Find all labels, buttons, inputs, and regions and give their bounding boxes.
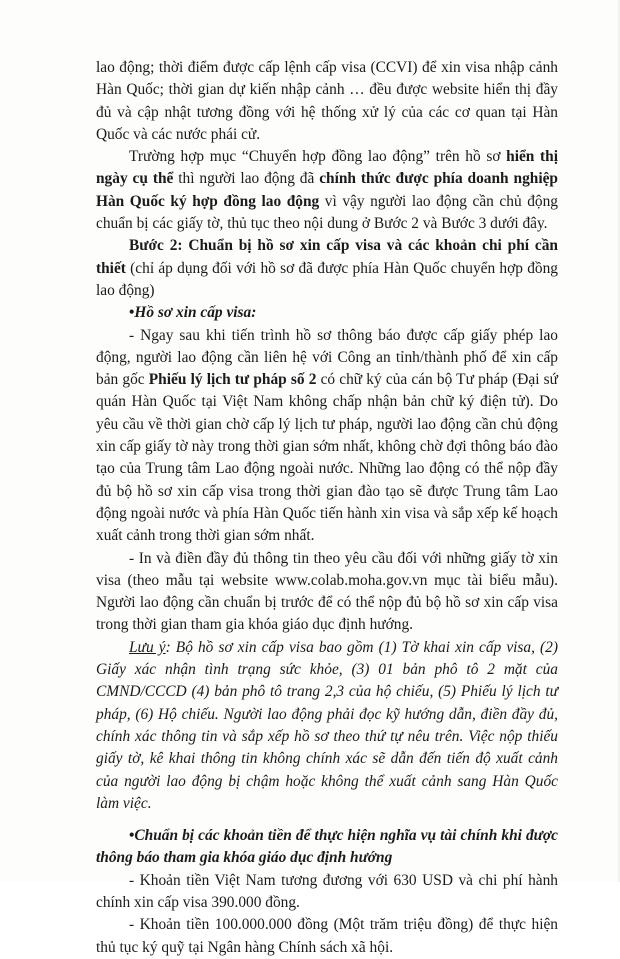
- paragraph-usd-fee: - Khoản tiền Việt Nam tương đương với 630 USD và chi phí hành chính xin cấp visa 390.000 đồng.: [96, 871, 558, 911]
- note-text: : Bộ hồ sơ xin cấp visa bao gồm (1) Tờ khai xin cấp visa, (2) Giấy xác nhận tình trạng sức khỏe, (3) 01 bản phô tô 2 mặt của CMND/CCCD (4) bản phô tô trang 2,3 của hộ chiếu, (5) Phiếu lý lịch tư pháp, (6) Hộ chiếu. Người lao động phải đọc kỹ hướng dẫn, điền đầy đủ, chính xác thông tin và sắp xếp hồ sơ theo thứ tự nêu trên. Việc nộp thiếu giấy tờ, kê khai thông tin không chính xác sẽ dẫn đến tiến độ xuất cảnh của người lao động bị chậm hoặc không thể xuất cảnh sang Hàn Quốc làm việc.: [96, 638, 559, 812]
- contract-bold-1: hiển thị ngày cụ thể: [96, 148, 558, 188]
- step-2-heading: [96, 235, 558, 302]
- record-text-1: - Ngay sau khi tiến trình hồ sơ thông báo được cấp giấy phép lao động, người lao động cần liên hệ với Công an tỉnh/thành phố để xin cấp bản gốc: [96, 326, 558, 389]
- record-bold-1: Phiếu lý lịch tư pháp số 2: [148, 371, 317, 389]
- note-paragraph: [96, 637, 558, 815]
- contract-text-1: Trường hợp mục “Chuyển hợp đồng lao động” trên hồ sơ: [129, 148, 507, 166]
- document-body: [96, 57, 558, 959]
- section-finance-heading: [96, 825, 558, 870]
- contract-text-3: vì vậy người lao động cần chủ động chuẩn bị các giấy tờ, thủ tục theo nội dung ở Bước 2 và Bước 3 dưới đây.: [96, 192, 558, 233]
- record-text-2: có chữ ký của cán bộ Tư pháp (Đại sứ quán Hàn Quốc tại Việt Nam không chấp nhận bản chữ ký điện tử). Do yêu cầu về thời gian chờ cấp lý lịch tư pháp, người lao động cần chủ động xin cấp giấy tờ này trong thời gian sớm nhất, không chờ đợi thông báo đào tạo của Trung tâm Lao động ngoài nước. Những lao động có thể nộp đầy đủ bộ hồ sơ xin cấp visa trong thời gian đào tạo sẽ được Trung tâm Lao động ngoài nước và phía Hàn Quốc tiến hành xin visa và sắp xếp kế hoạch xuất cảnh trong thời gian sớm nhất.: [96, 371, 558, 545]
- contract-text-2: thì người lao động đã: [173, 170, 320, 188]
- step-2-note: (chỉ áp dụng đối với hồ sơ đã được phía Hàn Quốc chuyển hợp đồng lao động): [96, 259, 558, 299]
- note-label: Lưu ý: [129, 638, 166, 656]
- visa-dossier-title: Hồ sơ xin cấp visa:: [134, 304, 257, 322]
- paragraph-print-forms: - In và điền đầy đủ thông tin theo yêu cầu đối với những giấy tờ xin visa (theo mẫu tại website www.colab.moha.gov.vn mục tài biểu mẫu). Người lao động cần chuẩn bị trước để có thể nộp đủ bộ hồ sơ xin cấp visa trong thời gian tham gia khóa giáo dục định hướng.: [96, 549, 558, 634]
- bullet-icon: •: [129, 827, 135, 845]
- paragraph-contract-transfer: [96, 146, 558, 235]
- finance-title: Chuẩn bị các khoản tiền để thực hiện nghĩa vụ tài chính khi được thông báo tham gia khóa giáo dục định hướng: [96, 827, 558, 867]
- paragraph-visa-info: lao động; thời điểm được cấp lệnh cấp visa (CCVI) để xin visa nhập cảnh Hàn Quốc; thời gian dự kiến nhập cảnh … đều được website hiển thị đầy đủ và cập nhật tương đồng với hệ thống xử lý của các cơ quan tại Hàn Quốc và các nước phái cử.: [96, 59, 558, 143]
- paragraph-criminal-record: [96, 325, 558, 548]
- section-visa-dossier-heading: [96, 302, 558, 324]
- bullet-icon: •: [129, 304, 135, 322]
- contract-bold-2: chính thức được phía doanh nghiệp Hàn Quốc ký hợp đồng lao động: [96, 170, 558, 210]
- paragraph-deposit: - Khoản tiền 100.000.000 đồng (Một trăm triệu đồng) để thực hiện thủ tục ký quỹ tại Ngân hàng Chính sách xã hội.: [96, 916, 558, 956]
- step-2-title: Bước 2: Chuẩn bị hồ sơ xin cấp visa và các khoản chi phí cần thiết: [96, 237, 558, 277]
